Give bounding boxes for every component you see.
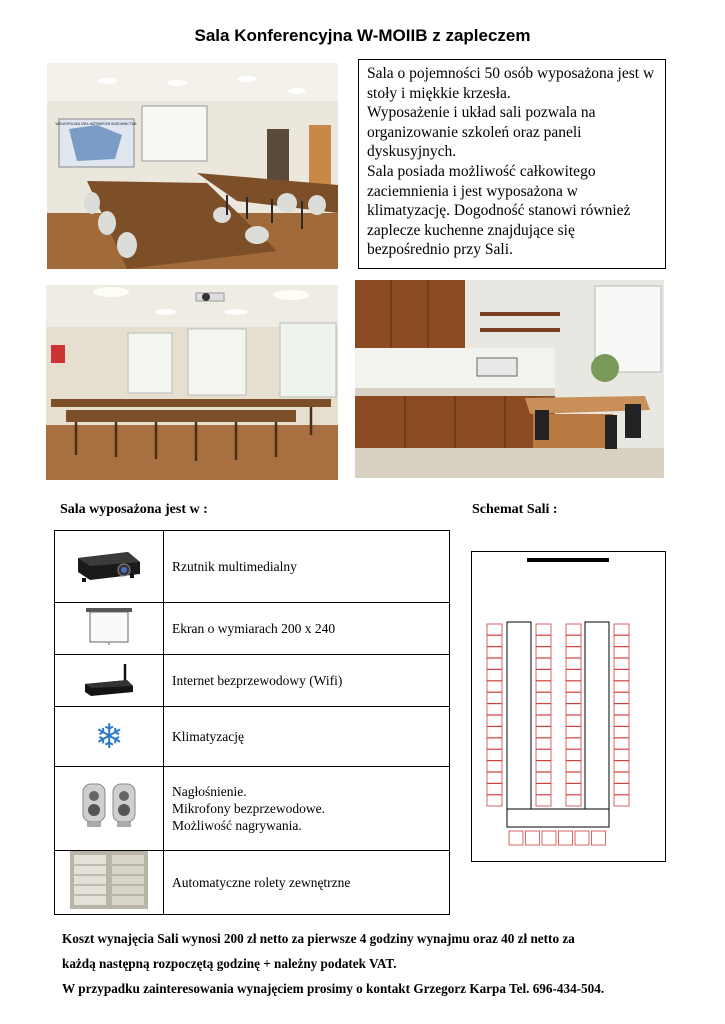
scheme-chair <box>487 647 502 658</box>
scheme-chair <box>536 692 551 703</box>
scheme-chair <box>614 692 629 703</box>
equipment-row <box>55 707 450 767</box>
room-description: Sala o pojemności 50 osób wyposażona jest w stoły i miękkie krzesła. Wyposażenie i układ sali pozwala na organizowanie szkoleń oraz paneli dyskusyjnych. Sala posiada możliwość całkowitego zaciemnienia i jest wyposażona w klimatyzację. Dogodność stanowi również zaplecze kuchenne znajdujące się bezpośrednio przy Sali. <box>358 59 666 269</box>
scheme-chair <box>566 715 581 726</box>
scheme-chair <box>566 704 581 715</box>
equipment-row <box>55 655 450 707</box>
scheme-chair <box>542 831 556 845</box>
scheme-chair <box>536 670 551 681</box>
scheme-chair <box>566 784 581 795</box>
scheme-chair <box>614 681 629 692</box>
price-info-line2: każdą następną rozpoczętą godzinę + należny podatek VAT. <box>62 956 397 971</box>
contact-info: W przypadku zainteresowania wynajęciem prosimy o kontakt Grzegorz Karpa Tel. 696-434-504. <box>62 981 605 996</box>
scheme-chair <box>487 715 502 726</box>
price-info-line1: Koszt wynajęcia Sali wynosi 200 zł netto za pierwsze 4 godziny wynajmu oraz 40 zł netto za <box>62 931 575 946</box>
scheme-table-right <box>585 622 609 809</box>
scheme-chair <box>566 647 581 658</box>
equipment-label: Mikrofony bezprzewodowe. <box>172 801 325 816</box>
scheme-chair <box>614 761 629 772</box>
window-blinds-icon <box>70 851 148 909</box>
projection-screen-icon <box>84 606 134 646</box>
scheme-chair <box>566 761 581 772</box>
equipment-label: Automatyczne rolety zewnętrzne <box>172 875 351 890</box>
scheme-chair <box>487 692 502 703</box>
scheme-chair <box>614 749 629 760</box>
scheme-chair <box>536 624 551 635</box>
scheme-chair <box>509 831 523 845</box>
equipment-label: Internet bezprzewodowy (Wifi) <box>172 673 343 688</box>
scheme-chair <box>536 681 551 692</box>
map-label: WIELKOPOLSKA IZBA INŻYNIERÓW BUDOWNICTWA <box>55 122 137 126</box>
equipment-heading: Sala wyposażona jest w : <box>60 502 208 517</box>
room-photo-tables <box>47 63 338 269</box>
scheme-chair <box>487 772 502 783</box>
scheme-chair <box>536 658 551 669</box>
room-scheme <box>471 551 666 862</box>
scheme-chair <box>566 692 581 703</box>
scheme-chair <box>536 635 551 646</box>
scheme-chair <box>614 738 629 749</box>
scheme-chair <box>536 795 551 806</box>
scheme-chair <box>614 647 629 658</box>
scheme-chair <box>614 704 629 715</box>
speakers-icon <box>79 780 139 832</box>
scheme-chair <box>536 761 551 772</box>
scheme-table-bottom <box>507 809 609 827</box>
equipment-label: Ekran o wymiarach 200 x 240 <box>172 621 336 636</box>
scheme-screen <box>527 558 609 562</box>
scheme-chair <box>566 727 581 738</box>
scheme-chair <box>487 670 502 681</box>
equipment-label: Nagłośnienie. <box>172 784 247 799</box>
scheme-chair <box>566 772 581 783</box>
scheme-chair <box>575 831 589 845</box>
scheme-chair <box>566 624 581 635</box>
scheme-chair <box>526 831 540 845</box>
scheme-chair <box>536 715 551 726</box>
equipment-row <box>55 603 450 655</box>
scheme-chair <box>566 681 581 692</box>
scheme-chair <box>536 704 551 715</box>
scheme-chair <box>566 738 581 749</box>
equipment-label: Klimatyzację <box>172 729 244 744</box>
scheme-chair <box>614 795 629 806</box>
scheme-chair <box>487 749 502 760</box>
kitchen-photo <box>355 280 664 478</box>
scheme-chair <box>614 727 629 738</box>
scheme-chair <box>487 795 502 806</box>
snowflake-icon: ❄ <box>94 716 124 757</box>
page-title: Sala Konferencyjna W-MOIIB z zapleczem <box>194 26 531 45</box>
scheme-chair <box>487 658 502 669</box>
scheme-chair <box>536 749 551 760</box>
scheme-heading: Schemat Sali : <box>472 502 558 517</box>
scheme-chair <box>614 658 629 669</box>
wifi-router-icon <box>81 658 137 698</box>
scheme-chair <box>487 738 502 749</box>
scheme-chair <box>487 784 502 795</box>
scheme-chair <box>487 761 502 772</box>
scheme-chair <box>487 624 502 635</box>
equipment-label: Rzutnik multimedialny <box>172 559 297 574</box>
scheme-chair <box>566 749 581 760</box>
scheme-chair <box>487 635 502 646</box>
equipment-row <box>55 531 450 603</box>
equipment-row <box>55 767 450 851</box>
scheme-chair <box>559 831 573 845</box>
room-photo-windows <box>46 285 338 480</box>
scheme-chair <box>614 772 629 783</box>
scheme-chair <box>487 704 502 715</box>
scheme-chair <box>592 831 606 845</box>
equipment-label: Możliwość nagrywania. <box>172 818 302 833</box>
scheme-table-left <box>507 622 531 809</box>
scheme-chair <box>614 670 629 681</box>
scheme-chair <box>536 784 551 795</box>
scheme-chair <box>566 670 581 681</box>
scheme-chair <box>614 715 629 726</box>
equipment-table <box>54 530 450 915</box>
scheme-chair <box>566 658 581 669</box>
scheme-chair <box>614 624 629 635</box>
scheme-chair <box>487 727 502 738</box>
scheme-chair <box>614 635 629 646</box>
projector-icon <box>74 542 144 586</box>
scheme-chair <box>487 681 502 692</box>
scheme-chair <box>536 727 551 738</box>
scheme-chair <box>566 635 581 646</box>
scheme-chair <box>536 738 551 749</box>
scheme-chair <box>536 647 551 658</box>
scheme-chair <box>536 772 551 783</box>
scheme-chair <box>614 784 629 795</box>
equipment-row <box>55 851 450 915</box>
scheme-chair <box>566 795 581 806</box>
